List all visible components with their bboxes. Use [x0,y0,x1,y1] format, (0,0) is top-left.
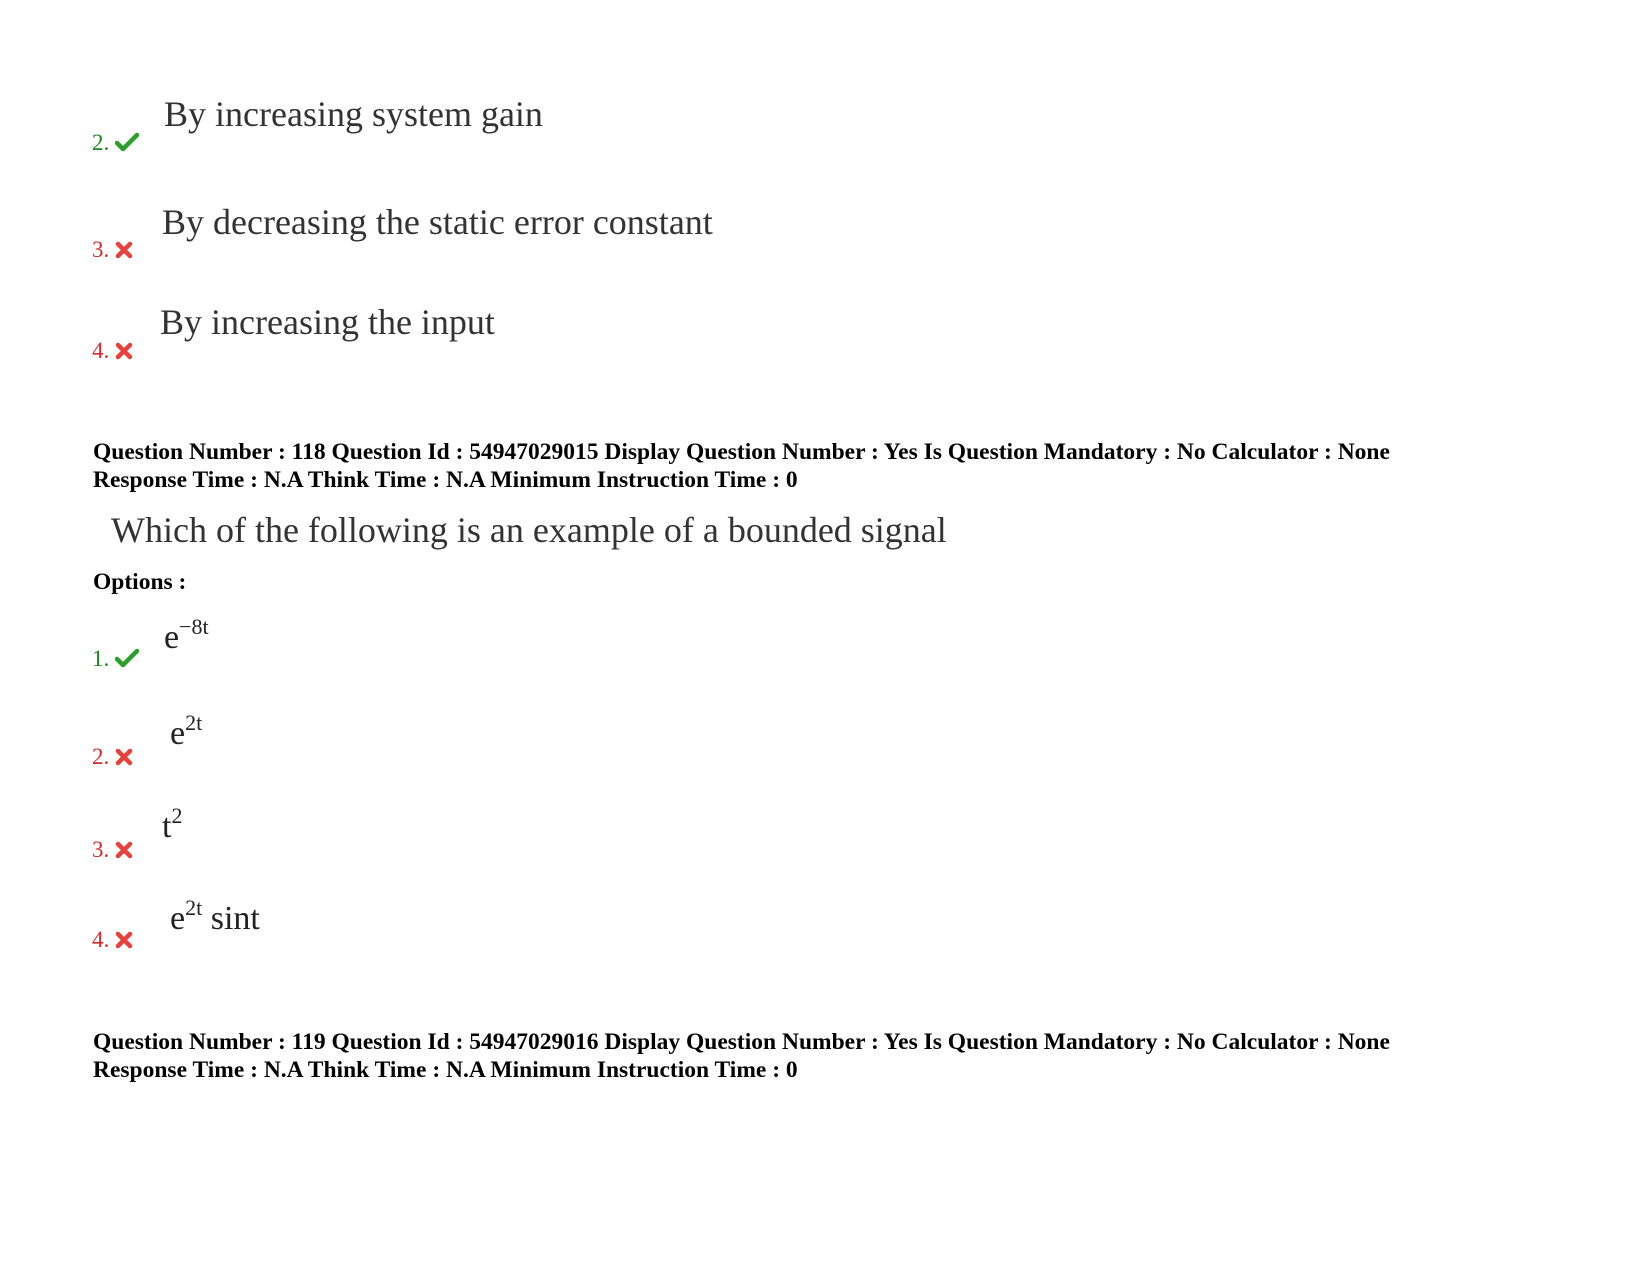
option-number-label: 3. [92,837,110,862]
option-number [92,131,139,156]
option-number [92,928,133,953]
math-base: e [170,715,186,752]
cross-icon [115,747,133,770]
math-base: t [162,808,172,845]
option-math [170,895,260,939]
option-number [92,838,133,863]
math-exponent: 2t [185,895,203,920]
option-number-label: 4. [92,338,110,363]
math-base: e [170,900,186,937]
math-tail: sint [202,900,260,937]
option-number-label: 2. [92,744,110,769]
check-icon [115,132,139,156]
question-meta-line-1: Question Number : 118 Question Id : 54947029015 Display Question Number : Yes Is Question Mandatory : No Calculator : None [93,439,1390,465]
question-meta-119 [93,1028,1390,1084]
option-number-label: 2. [92,130,110,155]
question-meta-line-1: Question Number : 119 Question Id : 54947029016 Display Question Number : Yes Is Question Mandatory : No Calculator : None [93,1029,1390,1055]
question-text: Which of the following is an example of a bounded signal [111,510,947,550]
option-number-label: 3. [92,237,110,262]
option-number [92,647,139,672]
option-text: By increasing system gain [164,94,543,134]
option-number [92,238,133,263]
option-number [92,339,133,364]
check-icon [115,648,139,672]
option-math [162,803,183,847]
math-exponent: −8t [179,614,209,639]
question-meta-118 [93,438,1390,494]
option-number-label: 4. [92,927,110,952]
option-text: By decreasing the static error constant [162,202,713,242]
option-number [92,745,133,770]
cross-icon [115,341,133,364]
question-meta-line-2: Response Time : N.A Think Time : N.A Minimum Instruction Time : 0 [93,1057,798,1083]
question-meta-line-2: Response Time : N.A Think Time : N.A Minimum Instruction Time : 0 [93,467,798,493]
cross-icon [115,930,133,953]
math-base: e [164,619,180,656]
math-exponent: 2 [171,803,183,828]
math-exponent: 2t [185,710,203,735]
cross-icon [115,840,133,863]
cross-icon [115,240,133,263]
options-label: Options : [93,569,187,595]
option-number-label: 1. [92,646,110,671]
option-math [164,614,209,658]
option-text: By increasing the input [160,302,495,342]
option-math [170,710,203,754]
